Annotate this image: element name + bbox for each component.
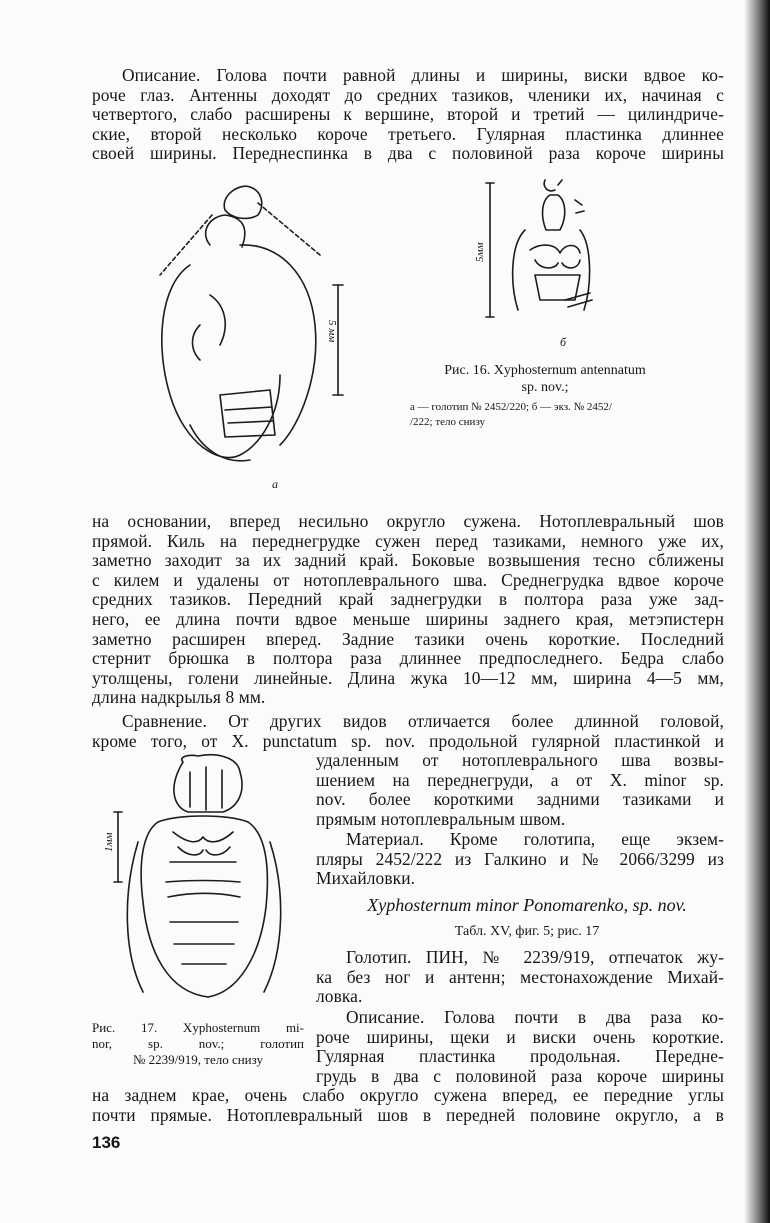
text-line: заметно расширен вперед. Задние тазики очень короткие. Последний xyxy=(92,629,724,649)
text-line: на заднем крае, очень слабо округло сужена вперед, ее передние углы xyxy=(92,1086,724,1105)
figure-16a-label: а xyxy=(272,477,278,491)
paragraph-description-minor-continued xyxy=(92,1086,724,1125)
figure-17-beetle-drawing xyxy=(98,752,308,1012)
text-line: ка без ног и антенн; местонахождение Михай- xyxy=(316,967,724,987)
text-line: ловка. xyxy=(316,987,363,1007)
figure-17-caption-line: nor, sp. nov.; голотип xyxy=(92,1036,304,1051)
text-line: утолщены, голени линейные. Длина жука 10—12 мм, ширина 4—5 мм, xyxy=(92,668,724,688)
figure-16-caption-specimens: а — голотип № 2452/220; б — экз. № 2452/ xyxy=(410,401,612,413)
text-line: на основании, вперед несильно округло сужена. Нотоплевральный шов xyxy=(92,512,724,531)
figure-16a-scale-label: 5 мм xyxy=(326,320,338,343)
text-line: длина надкрылья 8 мм. xyxy=(92,688,266,708)
figure-16-caption-body: /222; тело снизу xyxy=(410,416,486,428)
text-line: четвертого, слабо расширены к вершине, второй и третий — цилиндриче- xyxy=(92,105,724,125)
text-line: Описание. Голова почти равной длины и ширины, виски вдвое ко- xyxy=(122,66,724,85)
paragraph-description-continued xyxy=(92,512,724,708)
text-line: прямым нотоплевральным швом. xyxy=(316,809,566,829)
text-line: стернит брюшка в полтора раза длиннее предпоследнего. Бедра слабо xyxy=(92,649,724,669)
species-heading: Xyphosternum minor Ponomarenko, sp. nov. xyxy=(367,895,687,915)
paragraph-comparison-right xyxy=(316,751,724,829)
figure-16-caption xyxy=(410,362,680,430)
figure-17-caption-line: № 2239/919, тело снизу xyxy=(133,1052,263,1067)
figure-16b-label: б xyxy=(560,335,567,349)
text-line: заметно заходит за их задний край. Боковые возвышения тесно сближены xyxy=(92,551,724,571)
text-line: своей ширины. Переднеспинка в два с половиной раза короче ширины xyxy=(92,144,724,164)
text-line: роче глаз. Антенны доходят до средних тазиков, членики их, начиная с xyxy=(92,85,724,105)
figure-16b-scale-label: 5мм xyxy=(474,242,486,262)
text-line: средних тазиков. Передний край заднегрудки в полтора раза уже зад- xyxy=(92,590,724,610)
text-line: грудь в два с половиной раза короче ширины xyxy=(316,1066,724,1086)
figure-16b-beetle-drawing xyxy=(480,175,620,345)
book-spine-shadow xyxy=(744,0,770,1223)
figure-17-scale-label: 1мм xyxy=(103,832,115,852)
text-line: пляры 2452/222 из Галкино и № 2066/3299 из xyxy=(316,849,724,869)
paragraph-holotype xyxy=(316,948,724,1007)
text-line: Гулярная пластинка продольная. Передне- xyxy=(316,1047,724,1067)
paragraph-comparison xyxy=(92,712,724,751)
page-number: 136 xyxy=(92,1133,121,1152)
text-line: Голотип. ПИН, № 2239/919, отпечаток жу- xyxy=(346,948,724,967)
text-line: почти прямые. Нотоплевральный шов в передней половине округло, а в xyxy=(92,1105,724,1125)
text-line: Описание. Голова почти в два раза ко- xyxy=(346,1008,724,1027)
paragraph-material xyxy=(316,830,724,889)
text-line: шением на переднегруди, а от X. minor sp. xyxy=(316,770,724,790)
text-line: кроме того, от X. punctatum sp. nov. продольной гулярной пластинкой и xyxy=(92,731,724,751)
figure-16-caption-subtitle: sp. nov.; xyxy=(521,380,569,395)
text-line: него, ее длина почти вдвое меньше ширины заднего края, метэпистерн xyxy=(92,609,724,629)
paragraph-description xyxy=(92,66,724,164)
figure-17-caption xyxy=(92,1020,304,1068)
text-line: nov. более короткими задними тазиками и xyxy=(316,790,724,810)
text-line: Материал. Кроме голотипа, еще экзем- xyxy=(346,830,724,849)
text-line: ские, второй несколько короче третьего. Гулярная пластинка длиннее xyxy=(92,124,724,144)
species-subheading: Табл. XV, фиг. 5; рис. 17 xyxy=(454,924,600,939)
text-line: роче ширины, щеки и виски очень короткие. xyxy=(316,1027,724,1047)
text-line: Михайловки. xyxy=(316,869,416,889)
paragraph-description-minor xyxy=(316,1008,724,1086)
text-line: Сравнение. От других видов отличается более длинной головой, xyxy=(122,712,724,731)
text-line: удаленным от нотоплеврального шва возвы- xyxy=(316,751,724,770)
text-line: прямой. Киль на переднегрудке сужен перед тазиками, немного уже их, xyxy=(92,531,724,551)
figure-17-caption-line: Рис. 17. Xyphosternum mi- xyxy=(92,1020,304,1035)
figure-16-caption-title: Рис. 16. Xyphosternum antennatum xyxy=(444,363,646,378)
text-line: с килем и удалены от нотоплеврального шва. Среднегрудка вдвое короче xyxy=(92,570,724,590)
